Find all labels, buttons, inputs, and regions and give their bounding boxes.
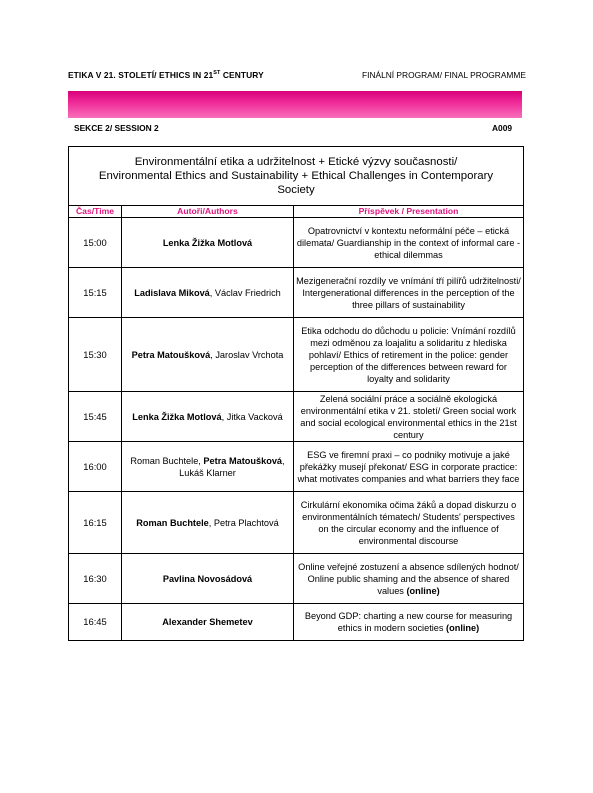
- author-name: Lenka Žižka Motlová: [162, 237, 253, 248]
- presentation-text: Etika odchodu do důchodu u policie: Vnímání rozdílů mezi odměnou za loajalitu a solidaritu z hlediska pohlaví/ Ethics of retirement in the police: gender perception of the differences between reward for loyalty and solidarity: [301, 325, 516, 384]
- talk-presentation: [294, 554, 524, 604]
- decorative-pink-band: [68, 91, 522, 118]
- talk-time: 15:30: [69, 318, 122, 392]
- author-name: Roman Buchtele,: [130, 455, 204, 466]
- talk-authors: [122, 604, 294, 641]
- talk-time: 15:00: [69, 218, 122, 268]
- author-name: Lenka Žižka Motlová: [132, 411, 222, 422]
- presentation-text: (online): [446, 623, 480, 633]
- programme-table-wrapper: [68, 146, 523, 641]
- talk-authors: [122, 268, 294, 318]
- presentation-text: Cirkulární ekonomika očima žáků a dopad diskurzu o environmentálních tématech/ Students' perspectives on the circular economy and the influence of environmental discourse: [300, 499, 517, 546]
- session-title: [69, 147, 524, 206]
- author-name: , Lukáš Klarner: [179, 455, 285, 478]
- table-row: [69, 268, 524, 318]
- table-row: [69, 604, 524, 641]
- table-row: [69, 554, 524, 604]
- talk-time: 16:45: [69, 604, 122, 641]
- presentation-text: Opatrovnictví v kontextu neformální péče – etická dilemata/ Guardianship in the context of informal care - ethical dilemmas: [296, 225, 521, 260]
- author-name: Pavlina Novosádová: [162, 573, 253, 584]
- author-name: Petra Matoušková: [131, 349, 211, 360]
- author-name: Ladislava Miková: [134, 287, 210, 298]
- author-name: , Jitka Vacková: [221, 411, 283, 422]
- table-row: [69, 442, 524, 492]
- talk-presentation: [294, 218, 524, 268]
- table-row: [69, 218, 524, 268]
- presentation-text: ESG ve firemní praxi – co podniky motivuje a jaké překážky musejí překonat/ ESG in corporate practice: what motivates companies and what barriers they face: [297, 449, 520, 484]
- presentation-text: Mezigenerační rozdíly ve vnímání tří pilířů udržitelnosti/ Intergenerational differences in the perception of the three pillars of sustainability: [296, 275, 521, 310]
- author-name: Roman Buchtele: [136, 517, 209, 528]
- programme-rows: [69, 218, 524, 641]
- talk-authors: [122, 442, 294, 492]
- talk-time: 15:15: [69, 268, 122, 318]
- author-name: , Petra Plachtová: [208, 517, 279, 528]
- author-name: Petra Matoušková: [203, 455, 283, 466]
- talk-presentation: [294, 318, 524, 392]
- talk-authors: [122, 218, 294, 268]
- talk-time: 16:15: [69, 492, 122, 554]
- talk-authors: [122, 318, 294, 392]
- talk-time: 16:30: [69, 554, 122, 604]
- conference-title: ETIKA V 21. STOLETÍ/ ETHICS IN 21ST CENTURY: [68, 70, 264, 80]
- table-row: [69, 318, 524, 392]
- column-header-presentation: Příspěvek / Presentation: [294, 206, 524, 218]
- talk-time: 15:45: [69, 392, 122, 442]
- talk-presentation: [294, 604, 524, 641]
- column-header-time: Čas/Time: [69, 206, 122, 218]
- session-label: SEKCE 2/ SESSION 2: [74, 123, 159, 133]
- table-row: [69, 392, 524, 442]
- author-name: Alexander Shemetev: [162, 617, 253, 627]
- presentation-text: Online veřejné zostuzení a absence sdílených hodnot/ Online public shaming and the absence of shared values: [298, 561, 519, 596]
- session-title-line: Society: [277, 184, 315, 196]
- programme-label: FINÁLNÍ PROGRAM/ FINAL PROGRAMME: [362, 70, 526, 80]
- talk-presentation: [294, 492, 524, 554]
- programme-table: [68, 146, 524, 641]
- room-label: A009: [492, 123, 513, 133]
- talk-authors: [122, 392, 294, 442]
- talk-time: 16:00: [69, 442, 122, 492]
- talk-presentation: [294, 268, 524, 318]
- talk-presentation: [294, 392, 524, 442]
- author-name: , Jaroslav Vrchota: [210, 349, 284, 360]
- column-header-authors: Autoři/Authors: [122, 206, 294, 218]
- talk-presentation: [294, 442, 524, 492]
- table-row: [69, 492, 524, 554]
- session-title-line: Environmentální etika a udržitelnost + Etické výzvy současnosti/: [134, 156, 458, 168]
- session-title-line: Environmental Ethics and Sustainability + Ethical Challenges in Contemporary: [98, 170, 494, 182]
- presentation-text: Beyond GDP: charting a new course for measuring ethics in modern societies: [304, 611, 513, 633]
- author-name: , Václav Friedrich: [209, 287, 281, 298]
- presentation-text: (online): [406, 585, 440, 596]
- talk-authors: [122, 554, 294, 604]
- talk-authors: [122, 492, 294, 554]
- presentation-text: Zelená sociální práce a sociálně ekologická environmentální etika v 21. století/ Green social work and social ecological environmental ethics in the 21st century: [300, 393, 517, 440]
